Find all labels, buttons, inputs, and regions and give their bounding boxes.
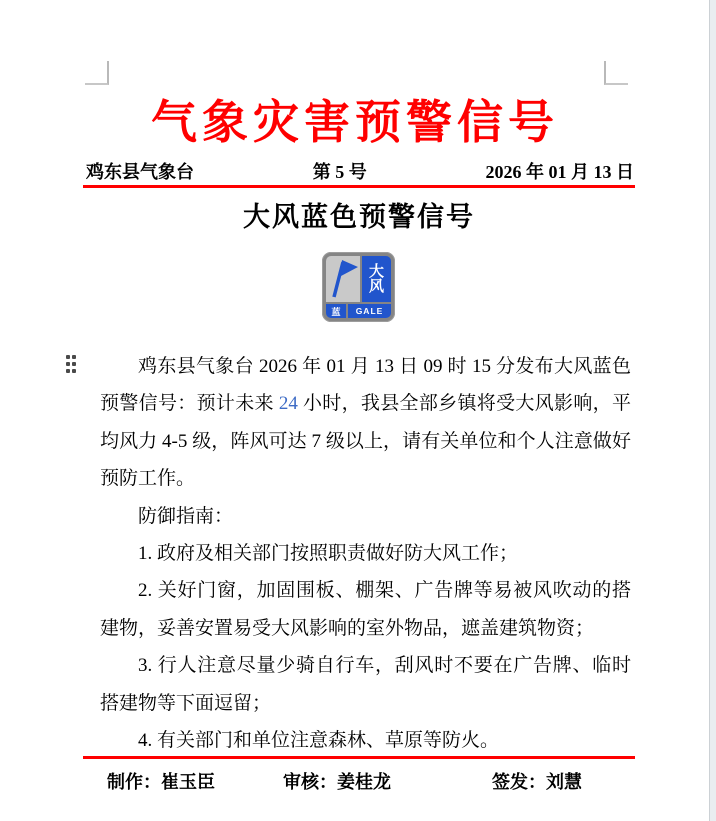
signature-row bbox=[83, 768, 635, 792]
reviewer-name: 姜桂龙 bbox=[337, 772, 391, 792]
reviewer-label: 审核： bbox=[283, 772, 337, 792]
issue-number: 第 5 号 bbox=[312, 162, 367, 182]
issuer-label: 签发： bbox=[492, 772, 546, 792]
issuing-station: 鸡东县气象台 bbox=[86, 162, 194, 182]
page-margin-mark-top-left bbox=[85, 61, 109, 85]
document-title: 气象灾害预警信号 bbox=[151, 96, 559, 148]
icon-label-cn bbox=[362, 256, 391, 302]
icon-level-cn: 蓝 bbox=[326, 304, 346, 318]
warning-statement-paragraph[interactable] bbox=[100, 348, 631, 498]
maker-signature bbox=[107, 768, 215, 794]
issuer-name: 刘慧 bbox=[546, 772, 582, 792]
paragraph-drag-handle-icon[interactable] bbox=[66, 355, 76, 373]
issue-date: 2026 年 01 月 13 日 bbox=[485, 162, 634, 182]
guide-item-4[interactable]: 4. 有关部门和单位注意森林、草原等防火。 bbox=[138, 730, 500, 752]
reviewer-signature bbox=[283, 768, 391, 794]
page-margin-mark-top-right bbox=[604, 61, 628, 85]
header-divider-line bbox=[83, 185, 635, 188]
hours-value-highlighted: 24 bbox=[278, 393, 298, 415]
guide-item-2[interactable]: 2. 关好门窗，加固围板、棚架、广告牌等易被风吹动的搭建物，妥善安置易受大风影响的室外物品，遮盖建筑物资； bbox=[100, 580, 631, 639]
statement-post: 小时，我县全部乡镇将受大风影响，平均风力 4-5 级，阵风可达 7 级以上，请有关单位和个人注意做好预防工作。 bbox=[100, 393, 631, 490]
vertical-scrollbar[interactable] bbox=[709, 0, 716, 821]
icon-char-1: 大 bbox=[368, 263, 384, 280]
wind-flag-icon bbox=[326, 256, 360, 302]
issuer-signature bbox=[492, 768, 582, 794]
maker-label: 制作： bbox=[107, 772, 161, 792]
maker-name: 崔玉臣 bbox=[161, 772, 215, 792]
warning-body-text[interactable] bbox=[100, 348, 631, 759]
icon-level-en: GALE bbox=[348, 304, 391, 318]
gale-blue-warning-icon bbox=[322, 252, 395, 322]
guide-item-3[interactable]: 3. 行人注意尽量少骑自行车，刮风时不要在广告牌、临时搭建物等下面逗留； bbox=[100, 655, 631, 714]
statement-pre: 鸡东县气象台 2026 年 01 月 13 日 09 时 15 分发布大风蓝色预警信号：预计未来 bbox=[100, 356, 631, 415]
warning-subtitle: 大风蓝色预警信号 bbox=[243, 202, 475, 232]
guide-heading[interactable]: 防御指南： bbox=[138, 505, 234, 527]
footer-divider-line bbox=[83, 756, 635, 759]
issue-header-row bbox=[86, 158, 634, 184]
guide-item-1[interactable]: 1. 政府及相关部门按照职责做好防大风工作； bbox=[138, 543, 519, 565]
icon-char-2: 风 bbox=[368, 278, 384, 295]
